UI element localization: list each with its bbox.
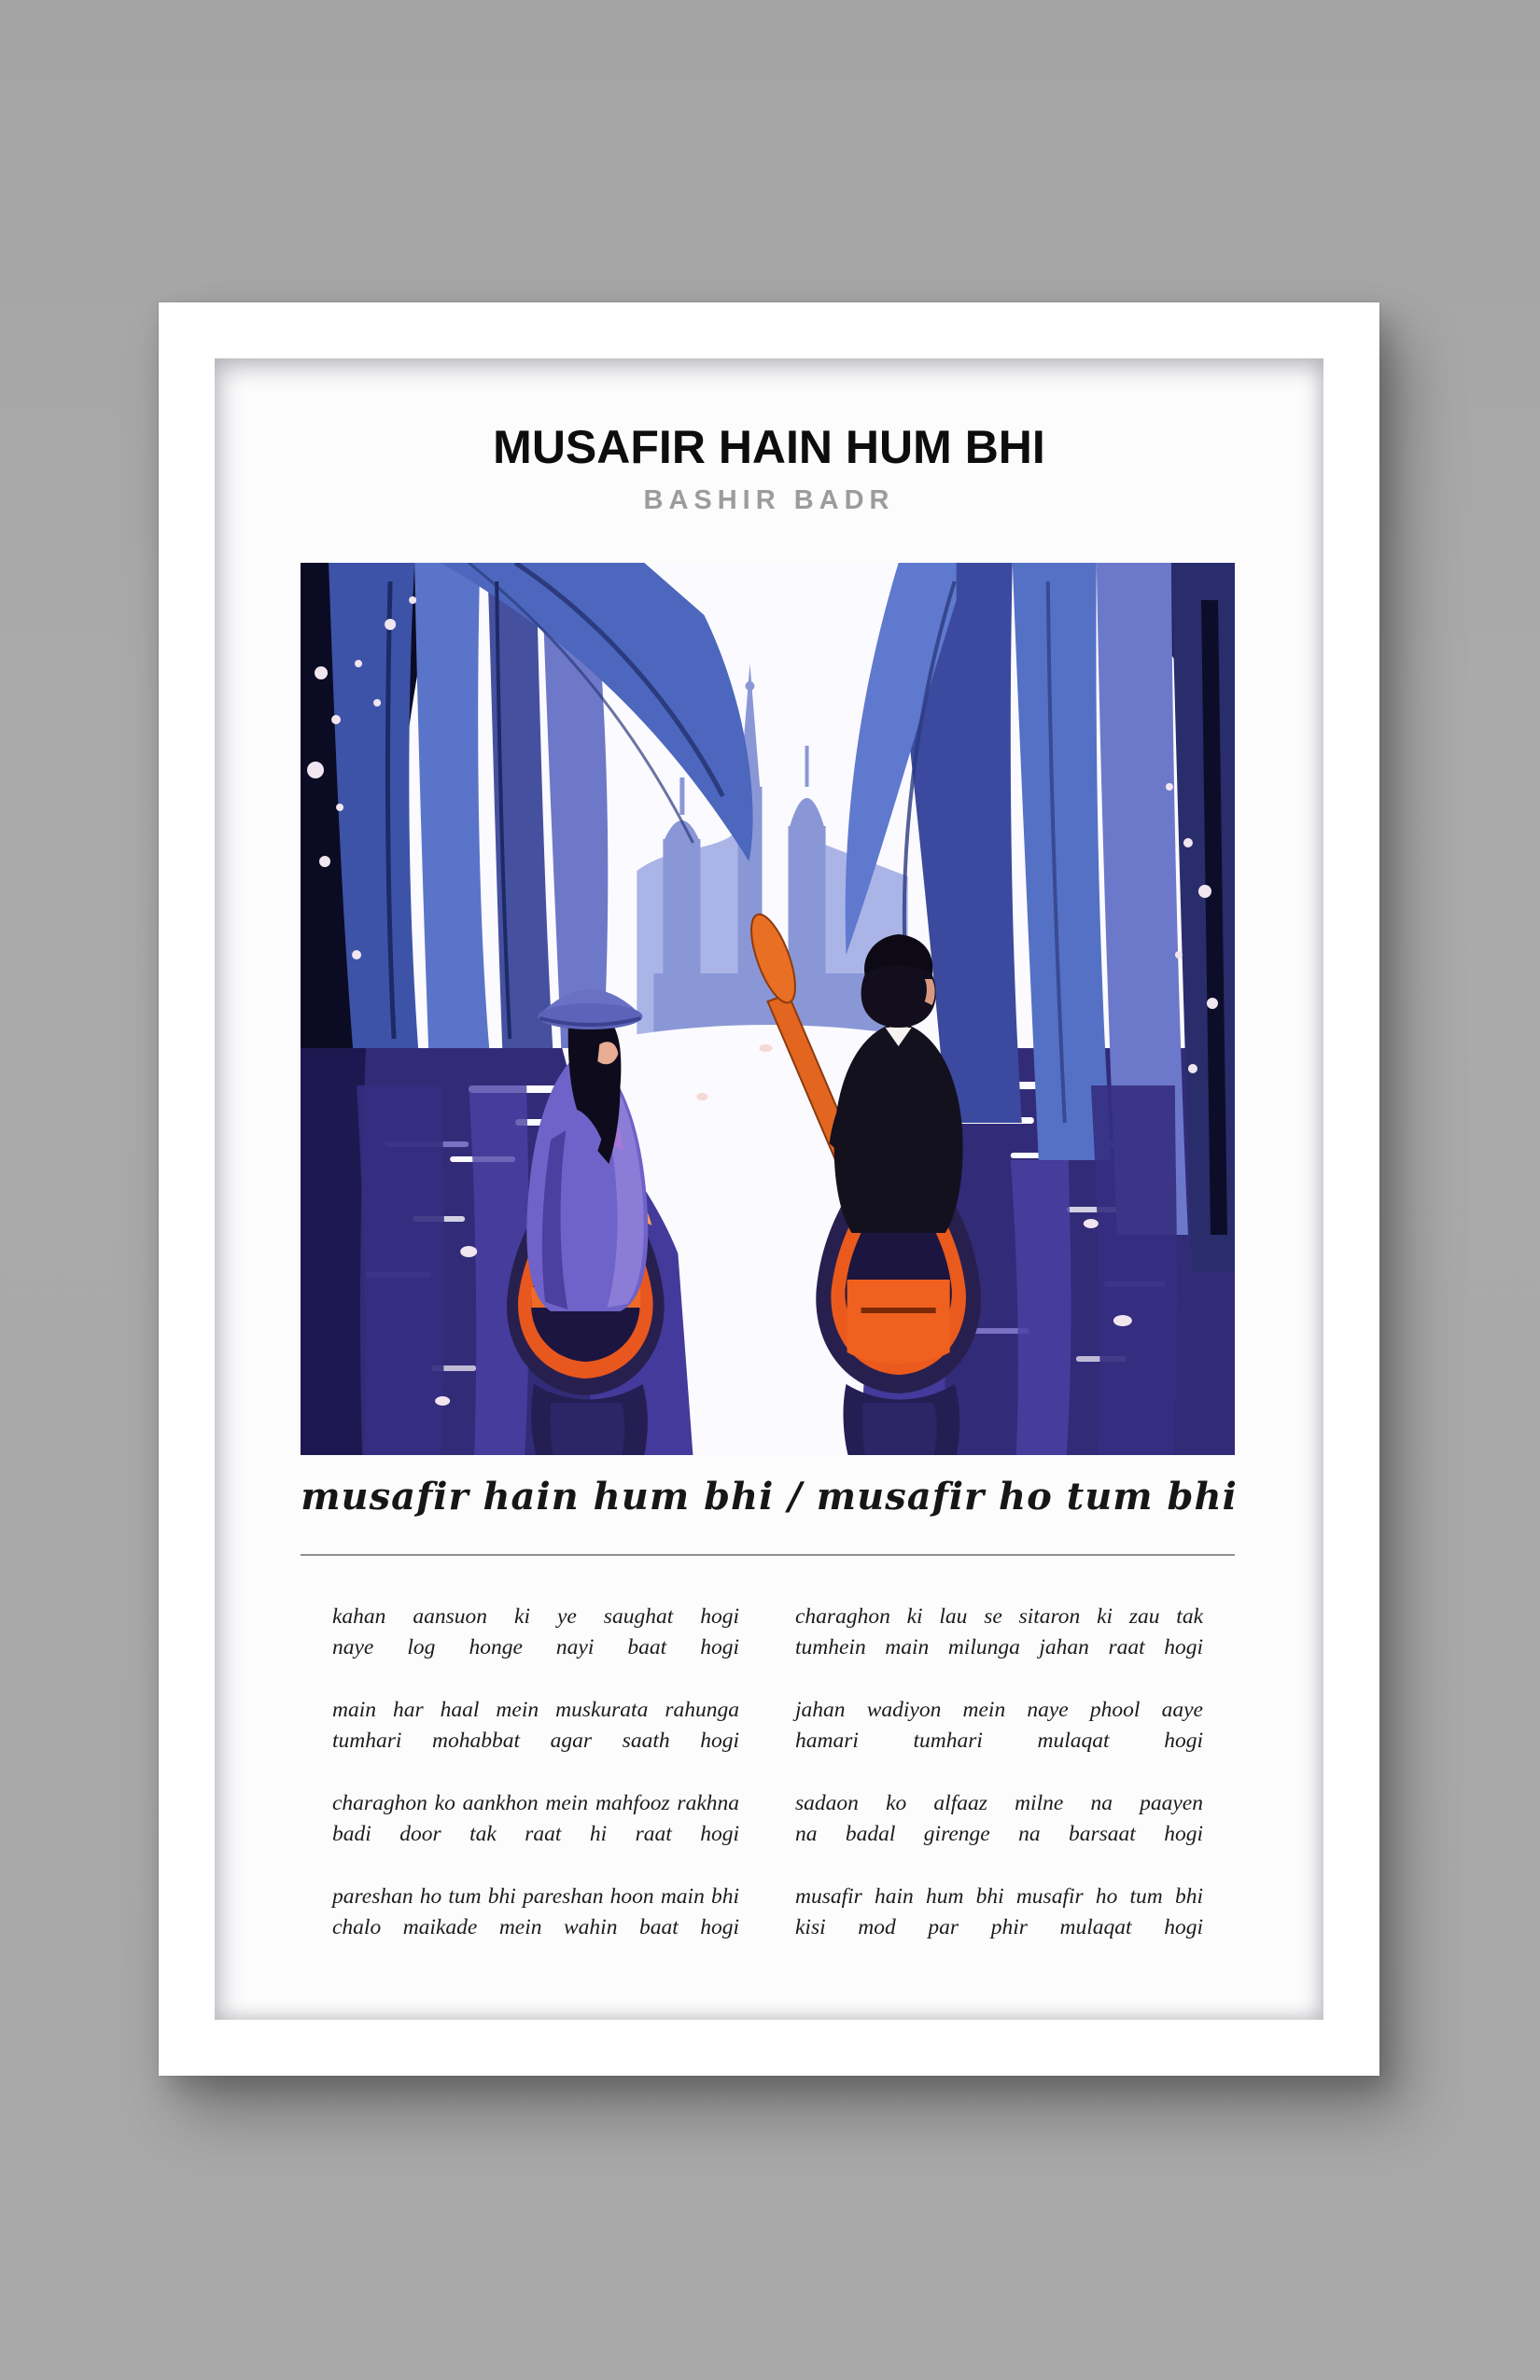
stanza [795,1788,1203,1850]
poem-line: charaghon ko aankhon mein mahfooz rakhna [332,1791,739,1815]
stanza [332,1882,739,1943]
poem-line: musafir hain hum bhi musafir ho tum bhi [795,1884,1203,1909]
stanza [795,1602,1203,1663]
poem-line: chalo maikade mein wahin baat hogi [332,1915,739,1939]
poem-line: badi door tak raat hi raat hogi [332,1822,739,1846]
poster-caption: musafir hain hum bhi / musafir ho tum bhi [301,1475,1238,1519]
poster-title: MUSAFIR HAIN HUM BHI [493,421,1045,473]
poem-line: pareshan ho tum bhi pareshan hoon main bhi [332,1884,739,1909]
divider [301,1554,1235,1556]
poem-line: na badal girenge na barsaat hogi [795,1822,1203,1846]
poem-column-left [332,1602,739,1975]
poem-line: kahan aansuon ki ye saughat hogi [332,1604,739,1629]
stanza [332,1788,739,1850]
stanza [795,1695,1203,1757]
picture-frame [159,302,1379,2076]
poem-column-right [795,1602,1203,1975]
poem-line: charaghon ki lau se sitaron ki zau tak [795,1604,1203,1629]
poem-line: tumhari mohabbat agar saath hogi [332,1729,739,1753]
poster-artwork [301,563,1235,1455]
stanza [332,1602,739,1663]
poem-line: jahan wadiyon mein naye phool aaye [795,1698,1203,1722]
poem-line: naye log honge nayi baat hogi [332,1635,739,1659]
poem-line: main har haal mein muskurata rahunga [332,1698,739,1722]
stanza [332,1695,739,1757]
stanza [795,1882,1203,1943]
poster-mat [215,358,1323,2020]
poem-line: tumhein main milunga jahan raat hogi [795,1635,1203,1659]
poem-line: sadaon ko alfaaz milne na paayen [795,1791,1203,1815]
canal-illustration [301,563,1235,1455]
poster-author: BASHIR BADR [643,485,895,515]
poem-line: kisi mod par phir mulaqat hogi [795,1915,1203,1939]
poem-line: hamari tumhari mulaqat hogi [795,1729,1203,1753]
